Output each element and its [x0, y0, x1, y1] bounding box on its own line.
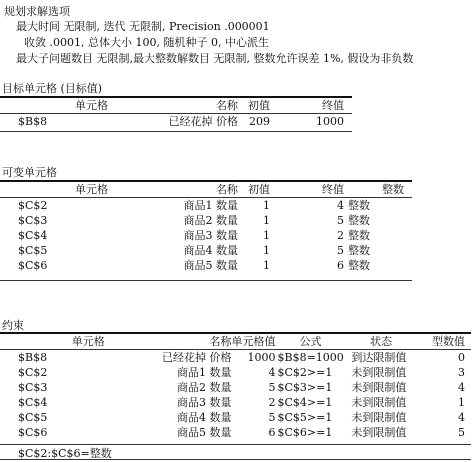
constraints-row-name: 商品3 数量: [177, 396, 232, 409]
constraints-row-status: 未到限制值: [351, 396, 407, 409]
constraints-bottom-rule: [0, 459, 471, 460]
variables-row-cell: $C$3: [18, 214, 48, 227]
variables-row-initial: 1: [263, 199, 270, 212]
constraints-row-formula: $C$3>=1: [277, 381, 333, 394]
variables-header-cell: 单元格: [75, 183, 108, 196]
variables-row-final: 6: [337, 259, 344, 272]
constraints-header-value: 单元格值: [231, 335, 276, 348]
variables-row-name: 商品3 数量: [183, 229, 238, 242]
constraints-row: [0, 380, 471, 395]
variables-row-cell: $C$5: [18, 244, 48, 257]
constraints-row-value: 2: [268, 396, 276, 409]
constraints-row-value: 4: [268, 366, 276, 379]
objective-row-cell: $B$8: [18, 115, 48, 128]
constraints-row-cell: $C$6: [18, 426, 48, 439]
constraints-row-slack: 4: [458, 411, 465, 424]
options-line-2: 收敛 .0001, 总体大小 100, 随机种子 0, 中心派生: [24, 36, 269, 49]
variables-row-final: 5: [337, 214, 344, 227]
constraints-header-name: 名称: [209, 335, 232, 348]
variables-row-integer: 整数: [348, 199, 370, 212]
constraints-row-slack: 4: [458, 381, 465, 394]
constraints-row-formula: $C$2>=1: [277, 366, 333, 379]
objective-header-row: [0, 98, 352, 114]
variables-row-initial: 1: [263, 244, 270, 257]
variables-row-initial: 1: [263, 214, 270, 227]
constraints-row-formula: $C$5>=1: [277, 411, 333, 424]
objective-title: 目标单元格 (目标值): [2, 82, 103, 95]
constraints-row-status: 未到限制值: [351, 381, 407, 394]
constraints-row-cell: $C$3: [18, 381, 48, 394]
variables-row-initial: 1: [263, 229, 270, 242]
variables-row-initial: 1: [263, 259, 270, 272]
variables-row-integer: 整数: [348, 214, 370, 227]
options-title: 规划求解选项: [4, 5, 70, 18]
constraints-row-name: 商品2 数量: [177, 381, 232, 394]
variables-row: [0, 198, 412, 214]
constraints-row-status: 未到限制值: [351, 366, 407, 379]
constraints-row: [0, 395, 471, 410]
variables-row-final: 4: [337, 199, 344, 212]
variables-row: [0, 258, 412, 273]
constraints-row: [0, 425, 471, 440]
constraints-row-name: 商品4 数量: [177, 411, 232, 424]
constraints-header-slack: 型数值: [432, 335, 465, 348]
constraints-row-formula: $C$4>=1: [277, 396, 333, 409]
options-line-1: 最大时间 无限制, 迭代 无限制, Precision .000001: [16, 20, 270, 33]
constraints-row-slack: 1: [458, 396, 465, 409]
variables-row-final: 2: [337, 229, 344, 242]
constraints-row-value: 5: [268, 381, 276, 394]
objective-header-name: 名称: [216, 99, 238, 112]
constraints-title: 约束: [2, 319, 24, 332]
constraints-row-cell: $C$5: [18, 411, 48, 424]
constraints-row-name: 已经花掉 价格: [162, 351, 232, 364]
objective-header-initial: 初值: [248, 99, 270, 112]
constraints-row-slack: 0: [458, 351, 465, 364]
variables-row-integer: 整数: [348, 259, 370, 272]
objective-row: [0, 114, 352, 130]
constraints-row-slack: 5: [458, 426, 465, 439]
constraints-row-value: 6: [268, 426, 276, 439]
objective-header-cell: 单元格: [75, 99, 108, 112]
constraints-row-status: 到达限制值: [351, 351, 407, 364]
variables-row: [0, 213, 412, 228]
constraints-row: [0, 365, 471, 380]
variables-row: [0, 243, 412, 258]
constraints-row-name: 商品1 数量: [177, 366, 232, 379]
constraints-row-cell: $C$4: [18, 396, 48, 409]
constraints-header-row: [0, 334, 471, 350]
variables-header-final: 终值: [322, 183, 344, 196]
constraints-row-status: 未到限制值: [351, 426, 407, 439]
variables-row-integer: 整数: [348, 229, 370, 242]
variables-row-name: 商品2 数量: [183, 214, 238, 227]
constraints-row-cell: $B$8: [18, 351, 48, 364]
constraints-row-cell: $C$2: [18, 366, 48, 379]
constraints-row-status: 未到限制值: [351, 411, 407, 424]
objective-bottom-rule: [0, 131, 352, 132]
objective-row-final: 1000: [316, 115, 344, 128]
variables-title: 可变单元格: [2, 166, 57, 179]
constraints-row-slack: 3: [458, 366, 465, 379]
variables-row-cell: $C$4: [18, 229, 48, 242]
variables-row-name: 商品5 数量: [183, 259, 238, 272]
variables-header-integer: 整数: [382, 183, 404, 196]
variables-row-name: 商品4 数量: [183, 244, 238, 257]
objective-table: [0, 98, 352, 129]
variables-row-integer: 整数: [348, 244, 370, 257]
objective-header-final: 终值: [322, 99, 344, 112]
variables-row-name: 商品1 数量: [183, 199, 238, 212]
variables-header-row: [0, 182, 412, 198]
objective-row-initial: 209: [249, 115, 270, 128]
variables-header-initial: 初值: [248, 183, 270, 196]
constraints-header-cell: 单元格: [71, 335, 105, 348]
variables-row-cell: $C$6: [18, 259, 48, 272]
objective-row-name: 已经花掉 价格: [168, 115, 238, 128]
variables-row-final: 5: [337, 244, 344, 257]
constraints-row-name: 商品5 数量: [177, 426, 232, 439]
options-line-3: 最大子问题数目 无限制,最大整数解数目 无限制, 整数允许误差 1%, 假设为非负数: [16, 52, 414, 65]
constraints-row-value: 1000: [247, 351, 276, 364]
variables-bottom-rule: [0, 280, 412, 281]
constraints-header-status: 状态: [370, 335, 393, 348]
constraints-row-value: 5: [268, 411, 276, 424]
constraints-row-formula: $B$8=1000: [277, 351, 344, 364]
constraints-footer: $C$2:$C$6=整数: [18, 447, 112, 460]
constraints-header-formula: 公式: [299, 335, 322, 348]
constraints-table: [0, 334, 471, 440]
variables-header-name: 名称: [216, 183, 238, 196]
constraints-row: [0, 350, 471, 366]
constraints-row: [0, 410, 471, 425]
variables-row: [0, 228, 412, 243]
variables-row-cell: $C$2: [18, 199, 48, 212]
variables-table: [0, 182, 412, 273]
constraints-row-formula: $C$6>=1: [277, 426, 333, 439]
